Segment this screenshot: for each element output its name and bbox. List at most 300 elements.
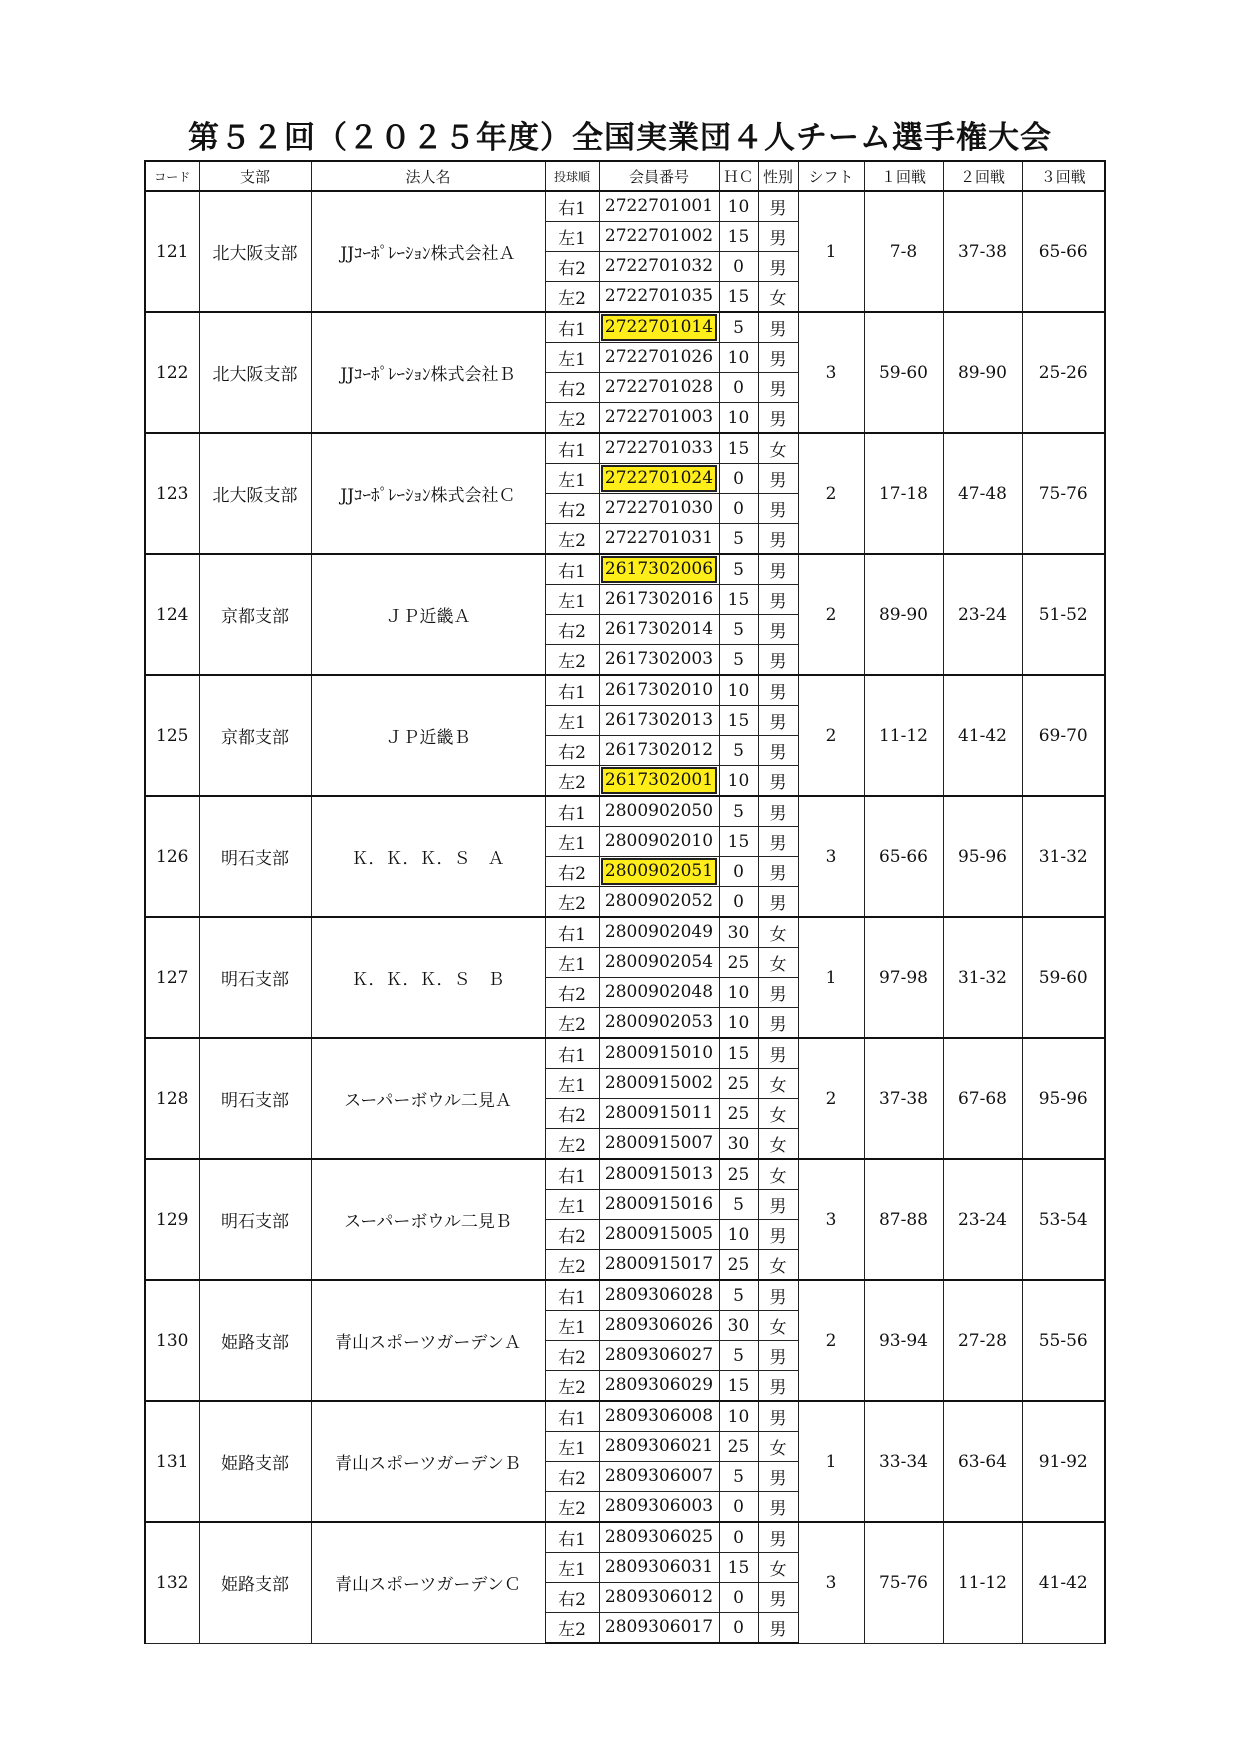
player-sex: 男: [758, 1583, 798, 1613]
member-number: 2800902049: [604, 922, 714, 942]
player-hc: 5: [719, 1190, 758, 1220]
team-round1-lanes: 65-66: [864, 796, 943, 917]
team-branch: 京都支部: [199, 554, 311, 675]
player-sex: 女: [758, 433, 798, 464]
player-sex: 女: [758, 282, 798, 313]
team-round3-lanes: 91-92: [1022, 1401, 1105, 1522]
team-round2-lanes: 23-24: [943, 1159, 1022, 1280]
player-member-cell: [599, 222, 719, 252]
player-order: 左2: [545, 1492, 599, 1523]
team-round2-lanes: 31-32: [943, 917, 1022, 1038]
player-member-cell: [599, 524, 719, 555]
team-round1-lanes: 89-90: [864, 554, 943, 675]
team-round3-lanes: 75-76: [1022, 433, 1105, 554]
player-hc: 25: [719, 1099, 758, 1129]
member-number: 2722701001: [604, 196, 714, 216]
member-number: 2617302003: [604, 649, 714, 669]
member-number: 2722701032: [604, 256, 714, 276]
member-number: 2617302010: [604, 680, 714, 700]
team-code: 121: [145, 191, 199, 312]
player-sex: 男: [758, 464, 798, 494]
player-member-cell: [599, 887, 719, 918]
member-number: 2800902048: [604, 982, 714, 1002]
entries-table: [144, 160, 1106, 1644]
player-member-cell: [599, 796, 719, 827]
player-member-cell: [599, 1492, 719, 1523]
player-member-cell: [599, 675, 719, 706]
player-member-cell: [599, 1432, 719, 1462]
team-corp: スーパーボウル二見Ａ: [311, 1038, 545, 1159]
player-order: 右1: [545, 1401, 599, 1432]
player-hc: 0: [719, 887, 758, 918]
team-round2-lanes: 11-12: [943, 1522, 1022, 1643]
team-branch: 明石支部: [199, 796, 311, 917]
player-hc: 25: [719, 1432, 758, 1462]
player-hc: 10: [719, 343, 758, 373]
team-corp: 青山スポーツガーデンＣ: [311, 1522, 545, 1643]
player-hc: 5: [719, 1462, 758, 1492]
player-member-cell: [599, 1250, 719, 1281]
player-order: 左1: [545, 948, 599, 978]
player-hc: 0: [719, 1492, 758, 1523]
player-sex: 女: [758, 1553, 798, 1583]
team-shift: 2: [798, 433, 864, 554]
player-hc: 5: [719, 736, 758, 766]
member-number: 2809306021: [604, 1436, 714, 1456]
member-number: 2809306003: [604, 1496, 714, 1516]
team-round1-lanes: 75-76: [864, 1522, 943, 1643]
player-sex: 男: [758, 1038, 798, 1069]
player-hc: 0: [719, 1583, 758, 1613]
player-order: 左2: [545, 887, 599, 918]
player-order: 右1: [545, 312, 599, 343]
player-order: 右2: [545, 1462, 599, 1492]
team-branch: 姫路支部: [199, 1280, 311, 1401]
team-corp: JJｺｰﾎﾟﾚｰｼｮﾝ株式会社Ｃ: [311, 433, 545, 554]
player-order: 左1: [545, 1069, 599, 1099]
player-sex: 男: [758, 978, 798, 1008]
player-member-cell: [599, 343, 719, 373]
team-round3-lanes: 95-96: [1022, 1038, 1105, 1159]
member-number-highlighted: 2722701024: [601, 465, 717, 492]
header-round2: ２回戦: [943, 161, 1022, 191]
player-hc: 15: [719, 282, 758, 313]
player-sex: 男: [758, 1371, 798, 1402]
player-hc: 10: [719, 403, 758, 434]
member-number: 2800902010: [604, 831, 714, 851]
team-round1-lanes: 33-34: [864, 1401, 943, 1522]
player-hc: 25: [719, 1069, 758, 1099]
team-round3-lanes: 51-52: [1022, 554, 1105, 675]
player-hc: 15: [719, 585, 758, 615]
header-hc: ＨＣ: [719, 161, 758, 191]
player-order: 左1: [545, 464, 599, 494]
team-round3-lanes: 41-42: [1022, 1522, 1105, 1643]
member-number: 2809306025: [604, 1527, 714, 1547]
team-shift: 2: [798, 675, 864, 796]
team-code: 127: [145, 917, 199, 1038]
player-sex: 男: [758, 222, 798, 252]
player-member-cell: [599, 827, 719, 857]
player-sex: 男: [758, 252, 798, 282]
player-member-cell: [599, 191, 719, 222]
player-sex: 男: [758, 615, 798, 645]
member-number: 2800915013: [604, 1164, 714, 1184]
member-number: 2722701002: [604, 226, 714, 246]
player-hc: 5: [719, 645, 758, 676]
team-branch: 北大阪支部: [199, 433, 311, 554]
team-shift: 3: [798, 1522, 864, 1643]
player-sex: 男: [758, 554, 798, 585]
player-hc: 5: [719, 554, 758, 585]
player-member-cell: [599, 1190, 719, 1220]
player-sex: 男: [758, 343, 798, 373]
team-corp: Ｋ．Ｋ．Ｋ．Ｓ Ａ: [311, 796, 545, 917]
member-number-highlighted: 2617302001: [601, 767, 717, 794]
player-sex: 男: [758, 827, 798, 857]
player-sex: 女: [758, 1432, 798, 1462]
player-order: 右1: [545, 191, 599, 222]
player-order: 右2: [545, 494, 599, 524]
player-member-cell: [599, 464, 719, 494]
player-member-cell: [599, 645, 719, 676]
member-number: 2722701031: [604, 528, 714, 548]
member-number: 2722701003: [604, 407, 714, 427]
player-order: 左1: [545, 343, 599, 373]
player-order: 右2: [545, 615, 599, 645]
team-round3-lanes: 59-60: [1022, 917, 1105, 1038]
player-order: 左1: [545, 706, 599, 736]
team-round2-lanes: 27-28: [943, 1280, 1022, 1401]
player-member-cell: [599, 403, 719, 434]
player-member-cell: [599, 1522, 719, 1553]
player-member-cell: [599, 312, 719, 343]
player-sex: 女: [758, 1129, 798, 1160]
team-round2-lanes: 67-68: [943, 1038, 1022, 1159]
player-sex: 男: [758, 1341, 798, 1371]
team-shift: 2: [798, 1280, 864, 1401]
team-shift: 2: [798, 1038, 864, 1159]
member-number: 2800915010: [604, 1043, 714, 1063]
player-hc: 15: [719, 706, 758, 736]
player-hc: 10: [719, 675, 758, 706]
player-sex: 女: [758, 1250, 798, 1281]
player-order: 右2: [545, 1583, 599, 1613]
player-member-cell: [599, 1159, 719, 1190]
player-sex: 男: [758, 675, 798, 706]
team-branch: 明石支部: [199, 1038, 311, 1159]
team-shift: 2: [798, 554, 864, 675]
member-number: 2617302014: [604, 619, 714, 639]
player-sex: 男: [758, 524, 798, 555]
player-sex: 男: [758, 1220, 798, 1250]
player-sex: 女: [758, 1311, 798, 1341]
table-row: [145, 796, 1105, 827]
player-member-cell: [599, 857, 719, 887]
member-number: 2800902053: [604, 1012, 714, 1032]
player-sex: 男: [758, 1522, 798, 1553]
team-round2-lanes: 95-96: [943, 796, 1022, 917]
team-shift: 1: [798, 1401, 864, 1522]
player-member-cell: [599, 282, 719, 313]
player-hc: 15: [719, 222, 758, 252]
player-sex: 女: [758, 1159, 798, 1190]
player-hc: 15: [719, 433, 758, 464]
player-member-cell: [599, 1069, 719, 1099]
team-code: 122: [145, 312, 199, 433]
player-hc: 15: [719, 1553, 758, 1583]
player-hc: 5: [719, 1341, 758, 1371]
player-order: 左2: [545, 766, 599, 797]
member-number: 2800902050: [604, 801, 714, 821]
player-sex: 女: [758, 1069, 798, 1099]
player-hc: 10: [719, 191, 758, 222]
team-round1-lanes: 93-94: [864, 1280, 943, 1401]
player-hc: 0: [719, 1522, 758, 1553]
player-order: 左2: [545, 1250, 599, 1281]
team-branch: 姫路支部: [199, 1401, 311, 1522]
header-shift: シフト: [798, 161, 864, 191]
member-number: 2809306029: [604, 1375, 714, 1395]
player-order: 左2: [545, 282, 599, 313]
player-order: 左2: [545, 524, 599, 555]
member-number: 2722701028: [604, 377, 714, 397]
team-corp: ＪＰ近畿Ｂ: [311, 675, 545, 796]
member-number: 2800915002: [604, 1073, 714, 1093]
team-branch: 明石支部: [199, 1159, 311, 1280]
player-sex: 男: [758, 796, 798, 827]
team-corp: ＪＰ近畿Ａ: [311, 554, 545, 675]
player-order: 右1: [545, 1159, 599, 1190]
player-member-cell: [599, 706, 719, 736]
player-order: 左1: [545, 1311, 599, 1341]
player-order: 左2: [545, 1008, 599, 1039]
player-sex: 女: [758, 1099, 798, 1129]
member-number: 2809306026: [604, 1315, 714, 1335]
member-number: 2809306008: [604, 1406, 714, 1426]
player-order: 左2: [545, 403, 599, 434]
team-round2-lanes: 41-42: [943, 675, 1022, 796]
player-member-cell: [599, 1038, 719, 1069]
player-hc: 15: [719, 1371, 758, 1402]
player-order: 左1: [545, 1432, 599, 1462]
team-code: 126: [145, 796, 199, 917]
team-round1-lanes: 59-60: [864, 312, 943, 433]
player-order: 右1: [545, 796, 599, 827]
player-sex: 男: [758, 494, 798, 524]
team-round3-lanes: 25-26: [1022, 312, 1105, 433]
team-code: 130: [145, 1280, 199, 1401]
player-order: 左2: [545, 1613, 599, 1644]
player-member-cell: [599, 948, 719, 978]
player-hc: 30: [719, 917, 758, 948]
team-round1-lanes: 7-8: [864, 191, 943, 312]
player-order: 右1: [545, 675, 599, 706]
team-round3-lanes: 69-70: [1022, 675, 1105, 796]
player-hc: 5: [719, 524, 758, 555]
player-order: 左1: [545, 1190, 599, 1220]
header-sex: 性別: [758, 161, 798, 191]
player-order: 左1: [545, 827, 599, 857]
member-number: 2800915007: [604, 1133, 714, 1153]
player-hc: 0: [719, 373, 758, 403]
member-number: 2800915016: [604, 1194, 714, 1214]
header-round3: ３回戦: [1022, 161, 1105, 191]
header-corp: 法人名: [311, 161, 545, 191]
team-code: 131: [145, 1401, 199, 1522]
player-order: 右2: [545, 857, 599, 887]
player-member-cell: [599, 494, 719, 524]
player-sex: 男: [758, 736, 798, 766]
player-member-cell: [599, 1371, 719, 1402]
team-shift: 1: [798, 191, 864, 312]
player-order: 右2: [545, 252, 599, 282]
player-sex: 男: [758, 766, 798, 797]
player-member-cell: [599, 554, 719, 585]
player-sex: 男: [758, 1401, 798, 1432]
player-member-cell: [599, 252, 719, 282]
player-sex: 男: [758, 191, 798, 222]
player-order: 左2: [545, 1129, 599, 1160]
player-order: 右2: [545, 1220, 599, 1250]
member-number: 2722701033: [604, 438, 714, 458]
player-member-cell: [599, 978, 719, 1008]
team-branch: 明石支部: [199, 917, 311, 1038]
player-hc: 30: [719, 1129, 758, 1160]
player-sex: 男: [758, 585, 798, 615]
header-order: 投球順: [545, 161, 599, 191]
member-number: 2800915011: [604, 1103, 714, 1123]
player-sex: 男: [758, 1190, 798, 1220]
member-number: 2809306027: [604, 1345, 714, 1365]
team-round2-lanes: 63-64: [943, 1401, 1022, 1522]
team-round3-lanes: 55-56: [1022, 1280, 1105, 1401]
player-member-cell: [599, 1401, 719, 1432]
team-shift: 3: [798, 312, 864, 433]
team-round3-lanes: 65-66: [1022, 191, 1105, 312]
player-member-cell: [599, 615, 719, 645]
player-hc: 5: [719, 796, 758, 827]
team-branch: 京都支部: [199, 675, 311, 796]
player-order: 左1: [545, 222, 599, 252]
table-row: [145, 675, 1105, 706]
team-branch: 姫路支部: [199, 1522, 311, 1643]
team-corp: 青山スポーツガーデンＢ: [311, 1401, 545, 1522]
player-order: 左1: [545, 585, 599, 615]
player-hc: 5: [719, 615, 758, 645]
player-member-cell: [599, 917, 719, 948]
player-member-cell: [599, 766, 719, 797]
table-row: [145, 191, 1105, 222]
team-round1-lanes: 11-12: [864, 675, 943, 796]
member-number: 2800902054: [604, 952, 714, 972]
team-round1-lanes: 37-38: [864, 1038, 943, 1159]
member-number: 2722701035: [604, 286, 714, 306]
player-order: 右2: [545, 373, 599, 403]
player-order: 右1: [545, 1280, 599, 1311]
player-hc: 15: [719, 1038, 758, 1069]
player-order: 右2: [545, 1341, 599, 1371]
player-member-cell: [599, 1341, 719, 1371]
header-branch: 支部: [199, 161, 311, 191]
player-sex: 男: [758, 1280, 798, 1311]
member-number-highlighted: 2617302006: [601, 556, 717, 583]
player-sex: 男: [758, 373, 798, 403]
player-member-cell: [599, 1280, 719, 1311]
member-number: 2722701030: [604, 498, 714, 518]
player-sex: 男: [758, 706, 798, 736]
member-number-highlighted: 2800902051: [601, 858, 717, 885]
team-branch: 北大阪支部: [199, 312, 311, 433]
player-member-cell: [599, 373, 719, 403]
player-hc: 5: [719, 1280, 758, 1311]
player-order: 右2: [545, 978, 599, 1008]
page-title: 第５２回（２０２５年度）全国実業団４人チーム選手権大会: [188, 120, 1052, 156]
member-number: 2722701026: [604, 347, 714, 367]
player-hc: 0: [719, 857, 758, 887]
player-hc: 10: [719, 1401, 758, 1432]
player-sex: 男: [758, 645, 798, 676]
player-sex: 男: [758, 1462, 798, 1492]
player-hc: 10: [719, 978, 758, 1008]
player-sex: 男: [758, 312, 798, 343]
team-corp: スーパーボウル二見Ｂ: [311, 1159, 545, 1280]
player-sex: 男: [758, 1492, 798, 1523]
member-number: 2809306031: [604, 1557, 714, 1577]
header-row: [145, 161, 1105, 191]
header-member: 会員番号: [599, 161, 719, 191]
header-code: コード: [145, 161, 199, 191]
team-round2-lanes: 23-24: [943, 554, 1022, 675]
player-order: 右1: [545, 433, 599, 464]
player-sex: 男: [758, 403, 798, 434]
team-shift: 3: [798, 796, 864, 917]
member-number: 2809306017: [604, 1617, 714, 1637]
member-number-highlighted: 2722701014: [601, 314, 717, 341]
table-row: [145, 312, 1105, 343]
team-corp: JJｺｰﾎﾟﾚｰｼｮﾝ株式会社Ａ: [311, 191, 545, 312]
team-code: 132: [145, 1522, 199, 1643]
team-code: 124: [145, 554, 199, 675]
team-round1-lanes: 97-98: [864, 917, 943, 1038]
player-hc: 25: [719, 1159, 758, 1190]
team-shift: 3: [798, 1159, 864, 1280]
player-order: 左2: [545, 1371, 599, 1402]
team-corp: Ｋ．Ｋ．Ｋ．Ｓ Ｂ: [311, 917, 545, 1038]
team-round3-lanes: 31-32: [1022, 796, 1105, 917]
player-hc: 10: [719, 1008, 758, 1039]
team-round1-lanes: 87-88: [864, 1159, 943, 1280]
table-row: [145, 1280, 1105, 1311]
team-code: 123: [145, 433, 199, 554]
team-round2-lanes: 89-90: [943, 312, 1022, 433]
player-hc: 0: [719, 464, 758, 494]
member-number: 2800902052: [604, 891, 714, 911]
player-order: 左2: [545, 645, 599, 676]
player-sex: 男: [758, 887, 798, 918]
team-code: 128: [145, 1038, 199, 1159]
team-corp: JJｺｰﾎﾟﾚｰｼｮﾝ株式会社Ｂ: [311, 312, 545, 433]
player-member-cell: [599, 433, 719, 464]
team-round1-lanes: 17-18: [864, 433, 943, 554]
player-order: 右1: [545, 917, 599, 948]
table-row: [145, 917, 1105, 948]
team-round2-lanes: 37-38: [943, 191, 1022, 312]
player-order: 左1: [545, 1553, 599, 1583]
player-member-cell: [599, 1220, 719, 1250]
team-shift: 1: [798, 917, 864, 1038]
header-round1: １回戦: [864, 161, 943, 191]
